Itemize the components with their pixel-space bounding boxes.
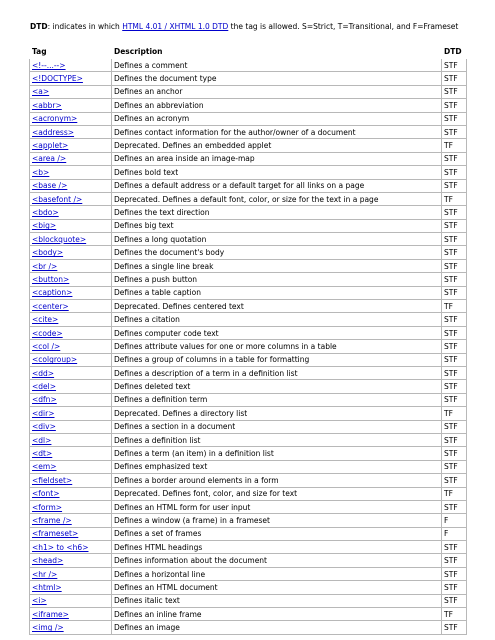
tag-cell bbox=[30, 567, 112, 580]
table-row bbox=[30, 594, 467, 607]
tag-cell bbox=[30, 340, 112, 353]
description-cell: Defines a table caption bbox=[112, 286, 442, 299]
dtd-cell: STF bbox=[442, 340, 467, 353]
tag-cell bbox=[30, 246, 112, 259]
description-cell: Deprecated. Defines font, color, and size for text bbox=[112, 487, 442, 500]
tag-link[interactable]: <frame /> bbox=[32, 515, 72, 525]
tag-cell bbox=[30, 125, 112, 138]
tag-link[interactable]: <big> bbox=[32, 221, 57, 231]
description-cell: Defines a definition term bbox=[112, 393, 442, 406]
tag-cell bbox=[30, 594, 112, 607]
tag-link[interactable]: <dd> bbox=[32, 368, 55, 378]
dtd-cell: TF bbox=[442, 139, 467, 152]
tag-cell bbox=[30, 300, 112, 313]
dtd-cell: STF bbox=[442, 72, 467, 85]
header-dtd: DTD bbox=[442, 45, 467, 59]
tag-link[interactable]: <iframe> bbox=[32, 609, 69, 619]
description-cell: Deprecated. Defines an embedded applet bbox=[112, 139, 442, 152]
dtd-cell: STF bbox=[442, 581, 467, 594]
dtd-cell: F bbox=[442, 527, 467, 540]
dtd-cell: STF bbox=[442, 259, 467, 272]
description-cell: Defines a push button bbox=[112, 273, 442, 286]
description-cell: Defines computer code text bbox=[112, 326, 442, 339]
description-cell: Defines an acronym bbox=[112, 112, 442, 125]
tag-link[interactable]: <hr /> bbox=[32, 569, 58, 579]
description-cell: Defines a citation bbox=[112, 313, 442, 326]
tag-cell bbox=[30, 433, 112, 446]
tag-cell bbox=[30, 500, 112, 513]
tag-link[interactable]: <button> bbox=[32, 274, 70, 284]
dtd-cell: TF bbox=[442, 608, 467, 621]
description-cell: Defines bold text bbox=[112, 166, 442, 179]
dtd-cell: STF bbox=[442, 621, 467, 634]
table-row bbox=[30, 366, 467, 379]
dtd-link[interactable]: HTML 4.01 / XHTML 1.0 DTD bbox=[122, 22, 229, 31]
table-row bbox=[30, 500, 467, 513]
table-row bbox=[30, 152, 467, 165]
table-row bbox=[30, 608, 467, 621]
description-cell: Defines the document type bbox=[112, 72, 442, 85]
description-cell: Defines emphasized text bbox=[112, 460, 442, 473]
table-row bbox=[30, 179, 467, 192]
tag-link[interactable]: <b> bbox=[32, 167, 50, 177]
table-row bbox=[30, 554, 467, 567]
tag-link[interactable]: <bdo> bbox=[32, 207, 59, 217]
dtd-legend bbox=[30, 22, 490, 32]
description-cell: Defines a single line break bbox=[112, 259, 442, 272]
tag-cell bbox=[30, 420, 112, 433]
table-row bbox=[30, 112, 467, 125]
tag-link[interactable]: <form> bbox=[32, 502, 63, 512]
dtd-cell: STF bbox=[442, 206, 467, 219]
dtd-cell: STF bbox=[442, 99, 467, 112]
tag-link[interactable]: <fieldset> bbox=[32, 475, 73, 485]
tag-link[interactable]: <div> bbox=[32, 422, 56, 432]
table-row bbox=[30, 72, 467, 85]
table-row bbox=[30, 514, 467, 527]
table-row bbox=[30, 527, 467, 540]
table-row bbox=[30, 59, 467, 72]
table-row bbox=[30, 474, 467, 487]
dtd-cell: STF bbox=[442, 567, 467, 580]
table-row bbox=[30, 313, 467, 326]
description-cell: Defines a description of a term in a definition list bbox=[112, 366, 442, 379]
dtd-cell: STF bbox=[442, 112, 467, 125]
header-description: Description bbox=[112, 45, 442, 59]
tag-link[interactable]: <blockquote> bbox=[32, 234, 87, 244]
tag-link[interactable]: <!DOCTYPE> bbox=[32, 74, 83, 84]
tag-cell bbox=[30, 366, 112, 379]
tag-cell bbox=[30, 313, 112, 326]
description-cell: Defines italic text bbox=[112, 594, 442, 607]
dtd-cell: STF bbox=[442, 85, 467, 98]
table-row bbox=[30, 273, 467, 286]
tag-cell bbox=[30, 393, 112, 406]
description-cell: Defines big text bbox=[112, 219, 442, 232]
table-row bbox=[30, 125, 467, 138]
dtd-cell: STF bbox=[442, 433, 467, 446]
description-cell: Deprecated. Defines centered text bbox=[112, 300, 442, 313]
tag-link[interactable]: <caption> bbox=[32, 288, 73, 298]
description-cell: Defines contact information for the author/owner of a document bbox=[112, 125, 442, 138]
tag-link[interactable]: <dt> bbox=[32, 449, 53, 459]
table-row bbox=[30, 326, 467, 339]
tag-cell bbox=[30, 112, 112, 125]
tag-cell bbox=[30, 85, 112, 98]
legend-text-before: : indicates in which bbox=[47, 22, 123, 31]
dtd-cell: STF bbox=[442, 273, 467, 286]
dtd-cell: STF bbox=[442, 366, 467, 379]
tag-cell bbox=[30, 460, 112, 473]
table-row bbox=[30, 567, 467, 580]
tag-link[interactable]: <cite> bbox=[32, 315, 59, 325]
description-cell: Defines an HTML document bbox=[112, 581, 442, 594]
table-row bbox=[30, 621, 467, 634]
tag-reference-table bbox=[29, 44, 467, 635]
description-cell: Defines a default address or a default target for all links on a page bbox=[112, 179, 442, 192]
tag-cell bbox=[30, 621, 112, 634]
dtd-cell: STF bbox=[442, 233, 467, 246]
description-cell: Deprecated. Defines a default font, color, or size for the text in a page bbox=[112, 192, 442, 205]
description-cell: Defines a border around elements in a form bbox=[112, 474, 442, 487]
dtd-cell: TF bbox=[442, 407, 467, 420]
dtd-cell: STF bbox=[442, 152, 467, 165]
dtd-cell: STF bbox=[442, 594, 467, 607]
table-row bbox=[30, 541, 467, 554]
tag-cell bbox=[30, 353, 112, 366]
tag-cell bbox=[30, 166, 112, 179]
tag-link[interactable]: <center> bbox=[32, 301, 69, 311]
description-cell: Defines a definition list bbox=[112, 433, 442, 446]
dtd-cell: STF bbox=[442, 125, 467, 138]
tag-link[interactable]: <i> bbox=[32, 596, 47, 606]
dtd-label: DTD bbox=[30, 22, 48, 31]
tag-cell bbox=[30, 514, 112, 527]
table-row bbox=[30, 340, 467, 353]
table-row bbox=[30, 460, 467, 473]
tag-link[interactable]: <body> bbox=[32, 248, 64, 258]
tag-cell bbox=[30, 286, 112, 299]
description-cell: Defines the document's body bbox=[112, 246, 442, 259]
table-row bbox=[30, 85, 467, 98]
description-cell: Defines a horizontal line bbox=[112, 567, 442, 580]
dtd-cell: STF bbox=[442, 179, 467, 192]
description-cell: Defines an abbreviation bbox=[112, 99, 442, 112]
table-row bbox=[30, 300, 467, 313]
description-cell: Defines a term (an item) in a definition list bbox=[112, 447, 442, 460]
description-cell: Defines an area inside an image-map bbox=[112, 152, 442, 165]
dtd-cell: TF bbox=[442, 300, 467, 313]
description-cell: Defines a section in a document bbox=[112, 420, 442, 433]
tag-link[interactable]: <col /> bbox=[32, 341, 61, 351]
dtd-cell: STF bbox=[442, 447, 467, 460]
tag-link[interactable]: <img /> bbox=[32, 623, 64, 633]
tag-cell bbox=[30, 581, 112, 594]
tag-link[interactable]: <h1> to <h6> bbox=[32, 542, 89, 552]
description-cell: Defines an anchor bbox=[112, 85, 442, 98]
description-cell: Defines a group of columns in a table for formatting bbox=[112, 353, 442, 366]
table-row bbox=[30, 192, 467, 205]
table-body bbox=[30, 59, 467, 635]
tag-cell bbox=[30, 447, 112, 460]
table-row bbox=[30, 433, 467, 446]
tag-cell bbox=[30, 608, 112, 621]
tag-link[interactable]: <colgroup> bbox=[32, 355, 78, 365]
tag-link[interactable]: <html> bbox=[32, 582, 62, 592]
tag-link[interactable]: <area /> bbox=[32, 154, 67, 164]
tag-link[interactable]: <del> bbox=[32, 382, 57, 392]
tag-cell bbox=[30, 179, 112, 192]
tag-cell bbox=[30, 59, 112, 72]
table-row bbox=[30, 233, 467, 246]
dtd-cell: STF bbox=[442, 219, 467, 232]
tag-cell bbox=[30, 326, 112, 339]
tag-link[interactable]: <dir> bbox=[32, 408, 55, 418]
table-row bbox=[30, 259, 467, 272]
tag-cell bbox=[30, 72, 112, 85]
dtd-cell: STF bbox=[442, 326, 467, 339]
description-cell: Defines an inline frame bbox=[112, 608, 442, 621]
tag-link[interactable]: <a> bbox=[32, 87, 50, 97]
table-row bbox=[30, 353, 467, 366]
tag-cell bbox=[30, 206, 112, 219]
tag-link[interactable]: <dl> bbox=[32, 435, 52, 445]
tag-link[interactable]: <br /> bbox=[32, 261, 58, 271]
tag-link[interactable]: <code> bbox=[32, 328, 63, 338]
tag-cell bbox=[30, 192, 112, 205]
tag-link[interactable]: <font> bbox=[32, 489, 60, 499]
table-row bbox=[30, 447, 467, 460]
table-row bbox=[30, 219, 467, 232]
tag-link[interactable]: <base /> bbox=[32, 181, 68, 191]
table-header-row bbox=[30, 45, 467, 59]
description-cell: Defines deleted text bbox=[112, 380, 442, 393]
dtd-cell: STF bbox=[442, 380, 467, 393]
dtd-cell: STF bbox=[442, 541, 467, 554]
dtd-cell: TF bbox=[442, 487, 467, 500]
tag-link[interactable]: <frameset> bbox=[32, 529, 79, 539]
description-cell: Defines a long quotation bbox=[112, 233, 442, 246]
tag-cell bbox=[30, 380, 112, 393]
table-row bbox=[30, 206, 467, 219]
dtd-cell: STF bbox=[442, 166, 467, 179]
tag-link[interactable]: <dfn> bbox=[32, 395, 57, 405]
dtd-cell: TF bbox=[442, 192, 467, 205]
description-cell: Defines attribute values for one or more columns in a table bbox=[112, 340, 442, 353]
description-cell: Defines the text direction bbox=[112, 206, 442, 219]
description-cell: Defines an image bbox=[112, 621, 442, 634]
tag-cell bbox=[30, 554, 112, 567]
tag-link[interactable]: <head> bbox=[32, 556, 64, 566]
tag-cell bbox=[30, 259, 112, 272]
description-cell: Defines an HTML form for user input bbox=[112, 500, 442, 513]
description-cell: Defines a window (a frame) in a frameset bbox=[112, 514, 442, 527]
dtd-cell: STF bbox=[442, 460, 467, 473]
table-row bbox=[30, 487, 467, 500]
dtd-cell: STF bbox=[442, 313, 467, 326]
table-row bbox=[30, 393, 467, 406]
dtd-cell: F bbox=[442, 514, 467, 527]
tag-cell bbox=[30, 219, 112, 232]
dtd-cell: STF bbox=[442, 474, 467, 487]
description-cell: Defines information about the document bbox=[112, 554, 442, 567]
table-row bbox=[30, 420, 467, 433]
description-cell: Defines a set of frames bbox=[112, 527, 442, 540]
dtd-cell: STF bbox=[442, 246, 467, 259]
tag-link[interactable]: <em> bbox=[32, 462, 57, 472]
tag-cell bbox=[30, 541, 112, 554]
table-row bbox=[30, 139, 467, 152]
tag-link[interactable]: <applet> bbox=[32, 141, 69, 151]
dtd-cell: STF bbox=[442, 554, 467, 567]
tag-cell bbox=[30, 407, 112, 420]
table-row bbox=[30, 99, 467, 112]
dtd-cell: STF bbox=[442, 393, 467, 406]
table-row bbox=[30, 380, 467, 393]
tag-cell bbox=[30, 233, 112, 246]
tag-cell bbox=[30, 152, 112, 165]
description-cell: Defines HTML headings bbox=[112, 541, 442, 554]
tag-cell bbox=[30, 139, 112, 152]
tag-link[interactable]: <abbr> bbox=[32, 100, 62, 110]
table-row bbox=[30, 166, 467, 179]
table-row bbox=[30, 581, 467, 594]
table-row bbox=[30, 246, 467, 259]
tag-cell bbox=[30, 99, 112, 112]
tag-link[interactable]: <basefont /> bbox=[32, 194, 83, 204]
dtd-cell: STF bbox=[442, 420, 467, 433]
tag-link[interactable]: <!--...--> bbox=[32, 60, 66, 70]
legend-text-after: the tag is allowed. S=Strict, T=Transitional, and F=Frameset bbox=[228, 22, 459, 31]
dtd-cell: STF bbox=[442, 286, 467, 299]
description-cell: Defines a comment bbox=[112, 59, 442, 72]
tag-cell bbox=[30, 487, 112, 500]
tag-cell bbox=[30, 474, 112, 487]
tag-cell bbox=[30, 273, 112, 286]
dtd-cell: STF bbox=[442, 500, 467, 513]
tag-link[interactable]: <acronym> bbox=[32, 114, 78, 124]
table-row bbox=[30, 286, 467, 299]
tag-cell bbox=[30, 527, 112, 540]
dtd-cell: STF bbox=[442, 59, 467, 72]
tag-link[interactable]: <address> bbox=[32, 127, 75, 137]
description-cell: Deprecated. Defines a directory list bbox=[112, 407, 442, 420]
dtd-cell: STF bbox=[442, 353, 467, 366]
table-row bbox=[30, 407, 467, 420]
header-tag: Tag bbox=[30, 45, 112, 59]
